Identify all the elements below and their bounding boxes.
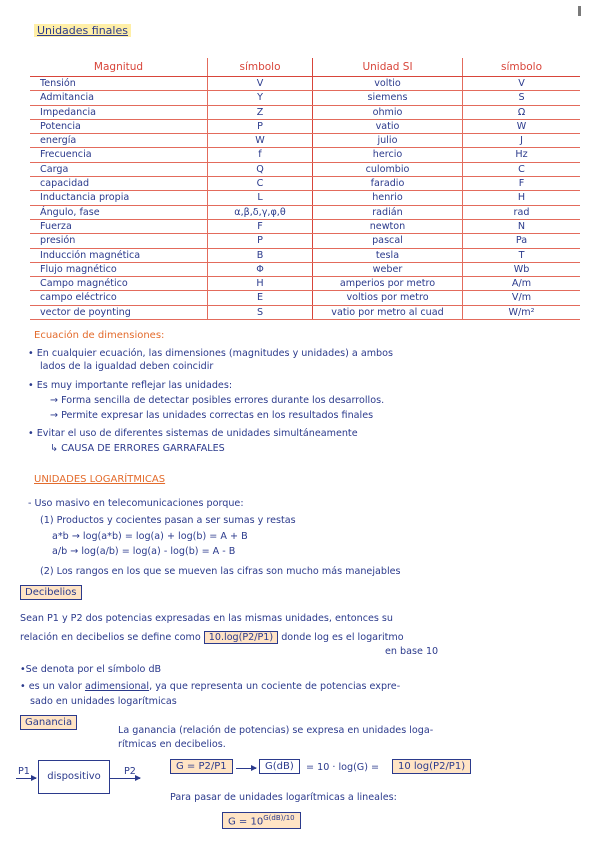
table-row <box>30 191 580 205</box>
corner-mark <box>578 6 581 16</box>
cell-symbol: Q <box>208 162 313 176</box>
db-line-5 <box>20 681 400 692</box>
db-line-6: sado en unidades logarítmicas <box>30 696 177 707</box>
output-arrow <box>110 778 140 779</box>
db-line-2-end: donde log es el logaritmo <box>281 632 404 643</box>
header-symbol: símbolo <box>208 58 313 77</box>
cell-magnitude: energía <box>30 134 208 148</box>
cell-magnitude: Impedancia <box>30 105 208 119</box>
cell-magnitude: capacidad <box>30 177 208 191</box>
gain-line-1: La ganancia (relación de potencias) se expresa en unidades loga- <box>118 725 434 736</box>
log-line-1: - Uso masivo en telecomunicaciones porque: <box>28 498 244 509</box>
cell-symbol: B <box>208 248 313 262</box>
units-table-body <box>30 77 580 320</box>
table-row <box>30 234 580 248</box>
cell-si-unit: voltios por metro <box>313 291 463 305</box>
cell-symbol: S <box>208 305 313 319</box>
dimensions-line-7: ↳ CAUSA DE ERRORES GARRAFALES <box>50 443 225 454</box>
table-row <box>30 119 580 133</box>
cell-symbol: Z <box>208 105 313 119</box>
header-magnitude: Magnitud <box>30 58 208 77</box>
cell-magnitude: Admitancia <box>30 91 208 105</box>
cell-symbol: F <box>208 219 313 233</box>
cell-unit-symbol: Ω <box>463 105 581 119</box>
cell-magnitude: Inducción magnética <box>30 248 208 262</box>
db-line-5-start: • es un valor <box>20 681 82 692</box>
table-row <box>30 105 580 119</box>
cell-si-unit: henrio <box>313 191 463 205</box>
cell-magnitude: Frecuencia <box>30 148 208 162</box>
table-row <box>30 291 580 305</box>
cell-si-unit: julio <box>313 134 463 148</box>
cell-symbol: E <box>208 291 313 305</box>
cell-symbol: Φ <box>208 262 313 276</box>
cell-magnitude: Tensión <box>30 77 208 91</box>
linear-gain-base: G = 10 <box>228 816 264 828</box>
cell-magnitude: Potencia <box>30 119 208 133</box>
cell-unit-symbol: W <box>463 119 581 133</box>
gain-db-equation: = 10 · log(G) = <box>306 762 380 773</box>
cell-unit-symbol: Hz <box>463 148 581 162</box>
dimensions-title: Ecuación de dimensiones: <box>34 330 165 341</box>
dimensions-line-2: lados de la igualdad deben coincidir <box>40 361 214 372</box>
cell-unit-symbol: A/m <box>463 277 581 291</box>
cell-si-unit: siemens <box>313 91 463 105</box>
cell-magnitude: Campo magnético <box>30 277 208 291</box>
table-header-row <box>30 58 580 77</box>
log-units-title: UNIDADES LOGARÍTMICAS <box>34 474 166 485</box>
cell-si-unit: vatio <box>313 119 463 133</box>
cell-unit-symbol: C <box>463 162 581 176</box>
cell-si-unit: voltio <box>313 77 463 91</box>
log-line-5: (2) Los rangos en los que se mueven las cifras son mucho más manejables <box>40 566 401 577</box>
table-row <box>30 177 580 191</box>
table-row <box>30 91 580 105</box>
cell-magnitude: vector de poynting <box>30 305 208 319</box>
page-title: Unidades finales <box>34 24 131 37</box>
gain-line-2: rítmicas en decibelios. <box>118 739 226 750</box>
header-unit-symbol: símbolo <box>463 58 581 77</box>
db-line-5-end: , ya que representa un cociente de potencias expre- <box>149 681 401 692</box>
table-row <box>30 77 580 91</box>
dimensions-line-1: • En cualquier ecuación, las dimensiones (magnitudes y unidades) a ambos <box>28 348 393 359</box>
cell-unit-symbol: W/m² <box>463 305 581 319</box>
cell-symbol: L <box>208 191 313 205</box>
cell-unit-symbol: Wb <box>463 262 581 276</box>
units-table <box>30 58 580 320</box>
dimensions-line-5: → Permite expresar las unidades correctas en los resultados finales <box>50 410 374 421</box>
cell-magnitude: presión <box>30 234 208 248</box>
input-arrow <box>16 778 36 779</box>
cell-unit-symbol: V <box>463 77 581 91</box>
table-row <box>30 219 580 233</box>
gain-ratio-arrow <box>236 768 256 769</box>
cell-unit-symbol: V/m <box>463 291 581 305</box>
log-line-4: a/b → log(a/b) = log(a) - log(b) = A - B <box>52 546 236 557</box>
table-row <box>30 134 580 148</box>
db-formula-box: 10.log(P2/P1) <box>204 631 278 644</box>
cell-si-unit: weber <box>313 262 463 276</box>
cell-magnitude: Flujo magnético <box>30 262 208 276</box>
cell-si-unit: pascal <box>313 234 463 248</box>
cell-symbol: C <box>208 177 313 191</box>
cell-unit-symbol: T <box>463 248 581 262</box>
decibels-label: Decibelios <box>20 585 82 600</box>
cell-unit-symbol: N <box>463 219 581 233</box>
linear-gain-exponent: G(dB)/10 <box>263 814 295 822</box>
db-line-1: Sean P1 y P2 dos potencias expresadas en las mismas unidades, entonces su <box>20 613 394 624</box>
device-box: dispositivo <box>38 760 110 794</box>
cell-si-unit: vatio por metro al cuad <box>313 305 463 319</box>
gain-ratio-formula: G = P2/P1 <box>170 759 233 774</box>
cell-si-unit: newton <box>313 219 463 233</box>
cell-symbol: α,β,δ,γ,φ,θ <box>208 205 313 219</box>
db-line-2 <box>20 631 404 644</box>
cell-unit-symbol: rad <box>463 205 581 219</box>
cell-unit-symbol: F <box>463 177 581 191</box>
cell-si-unit: radián <box>313 205 463 219</box>
gain-line-3: Para pasar de unidades logarítmicas a lineales: <box>170 792 397 803</box>
log-line-3: a*b → log(a*b) = log(a) + log(b) = A + B <box>52 531 248 542</box>
table-row <box>30 305 580 319</box>
cell-symbol: W <box>208 134 313 148</box>
table-row <box>30 205 580 219</box>
cell-si-unit: faradio <box>313 177 463 191</box>
gain-db-final-formula: 10 log(P2/P1) <box>392 759 471 774</box>
cell-unit-symbol: J <box>463 134 581 148</box>
linear-gain-formula <box>222 812 301 829</box>
gain-db-formula: G(dB) <box>259 759 300 774</box>
cell-magnitude: Inductancia propia <box>30 191 208 205</box>
table-row <box>30 148 580 162</box>
input-power-label: P1 <box>18 766 30 777</box>
cell-si-unit: tesla <box>313 248 463 262</box>
db-line-2-start: relación en decibelios se define como <box>20 632 201 643</box>
dimensions-line-4: → Forma sencilla de detectar posibles errores durante los desarrollos. <box>50 395 385 406</box>
cell-symbol: V <box>208 77 313 91</box>
header-si-unit: Unidad SI <box>313 58 463 77</box>
cell-magnitude: Carga <box>30 162 208 176</box>
cell-unit-symbol: Pa <box>463 234 581 248</box>
db-adimensional: adimensional <box>84 681 150 692</box>
db-line-4: •Se denota por el símbolo dB <box>20 664 162 675</box>
log-line-2: (1) Productos y cocientes pasan a ser sumas y restas <box>40 515 296 526</box>
cell-si-unit: ohmio <box>313 105 463 119</box>
cell-magnitude: Ángulo, fase <box>30 205 208 219</box>
cell-unit-symbol: H <box>463 191 581 205</box>
output-power-label: P2 <box>124 766 136 777</box>
cell-si-unit: amperios por metro <box>313 277 463 291</box>
cell-symbol: P <box>208 234 313 248</box>
table-row <box>30 162 580 176</box>
cell-magnitude: Fuerza <box>30 219 208 233</box>
cell-symbol: f <box>208 148 313 162</box>
cell-symbol: H <box>208 277 313 291</box>
table-row <box>30 277 580 291</box>
dimensions-line-6: • Evitar el uso de diferentes sistemas de unidades simultáneamente <box>28 428 358 439</box>
cell-si-unit: hercio <box>313 148 463 162</box>
cell-unit-symbol: S <box>463 91 581 105</box>
dimensions-line-3: • Es muy importante reflejar las unidades: <box>28 380 233 391</box>
table-row <box>30 262 580 276</box>
cell-symbol: Y <box>208 91 313 105</box>
cell-symbol: P <box>208 119 313 133</box>
db-line-3: en base 10 <box>385 646 439 657</box>
table-row <box>30 248 580 262</box>
cell-si-unit: culombio <box>313 162 463 176</box>
gain-label: Ganancia <box>20 715 77 730</box>
cell-magnitude: campo eléctrico <box>30 291 208 305</box>
